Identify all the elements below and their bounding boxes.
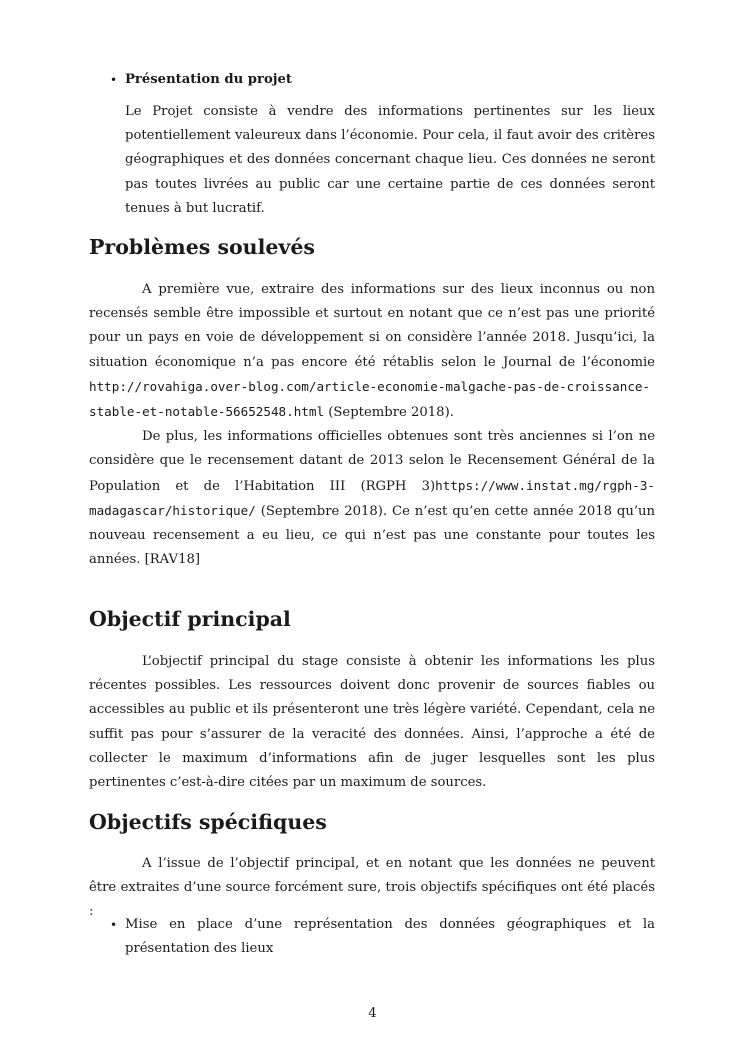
presentation-body-block: [110, 100, 655, 221]
problemes-p1-suffix: (Septembre 2018).: [324, 405, 454, 421]
problemes-body: [89, 278, 655, 572]
problemes-paragraph-2: [89, 425, 655, 572]
page-number: 4: [368, 1006, 377, 1021]
problemes-section: [89, 234, 655, 260]
presentation-bullet-item: [110, 68, 655, 92]
instat-url: https://www.instat.mg/rgph-3-madagascar/historique/: [89, 477, 655, 518]
objectifs-specifiques-intro: A l’issue de l’objectif principal, et en notant que les données ne peuvent être extraites d’une source forcément sure, trois objectifs spécifiques ont été placés :: [89, 856, 655, 920]
objectif-principal-section: [89, 606, 655, 632]
objectif-principal-body-block: [89, 650, 655, 795]
objectif-specifique-item-1: [110, 913, 655, 961]
objectif-principal-heading: Objectif principal: [89, 607, 291, 631]
problemes-p2-text: De plus, les informations officielles obtenues sont très anciennes si l’on ne considère que le recensement datant de 2013 selon le Recensement Général de la Population et de l’Habitation III (RGPH 3): [89, 429, 655, 494]
problemes-p2-suffix: (Septembre 2018). Ce n’est qu’en cette année 2018 qu’un nouveau recensement a eu lieu, ce qui n’est pas une constante pour toutes les années. [RAV18]: [89, 503, 655, 568]
objectifs-specifiques-section: [89, 809, 655, 835]
problemes-paragraph-1: [89, 278, 655, 425]
journal-economie-url: http://rovahiga.over-blog.com/article-economie-malgache-pas-de-croissance-stable-et-notable-56652548.html: [89, 378, 651, 420]
bullet-icon: •: [110, 918, 118, 932]
presentation-title: Présentation du projet: [125, 72, 292, 87]
objectif-specifique-item-1-text: Mise en place d’une représentation des données géographiques et la présentation des lieux: [125, 917, 655, 957]
problemes-p1-text: A première vue, extraire des informations sur des lieux inconnus ou non recensés semble être impossible et surtout en notant que ce n’est pas une priorité pour un pays en voie de développement si on considère l’année 2018. Jusqu’ici, la situation économique n’a pas encore été rétablis selon le Journal de l’économie: [89, 282, 655, 370]
objectif-principal-body: L’objectif principal du stage consiste à obtenir les informations les plus récentes possibles. Les ressources doivent donc provenir de sources fiables ou accessibles au public et ils présenteront une très légère variété. Cependant, cela ne suffit pas pour s’assurer de la veracité des données. Ainsi, l’approche a été de collecter le maximum d’informations afin de juger lesquelles sont les plus pertinentes c’est-à-dire citées par un maximum de sources.: [89, 654, 655, 791]
objectifs-specifiques-heading: Objectifs spécifiques: [89, 810, 327, 834]
bullet-icon: •: [110, 73, 118, 87]
problemes-heading: Problèmes soulevés: [89, 235, 315, 259]
presentation-body: Le Projet consiste à vendre des informations pertinentes sur les lieux potentiellement valeureux dans l’économie. Pour cela, il faut avoir des critères géographiques et des données concernant chaque lieu. Ces données ne seront pas toutes livrées au public car une certaine partie de ces données seront tenues à but lucratif.: [125, 104, 655, 216]
